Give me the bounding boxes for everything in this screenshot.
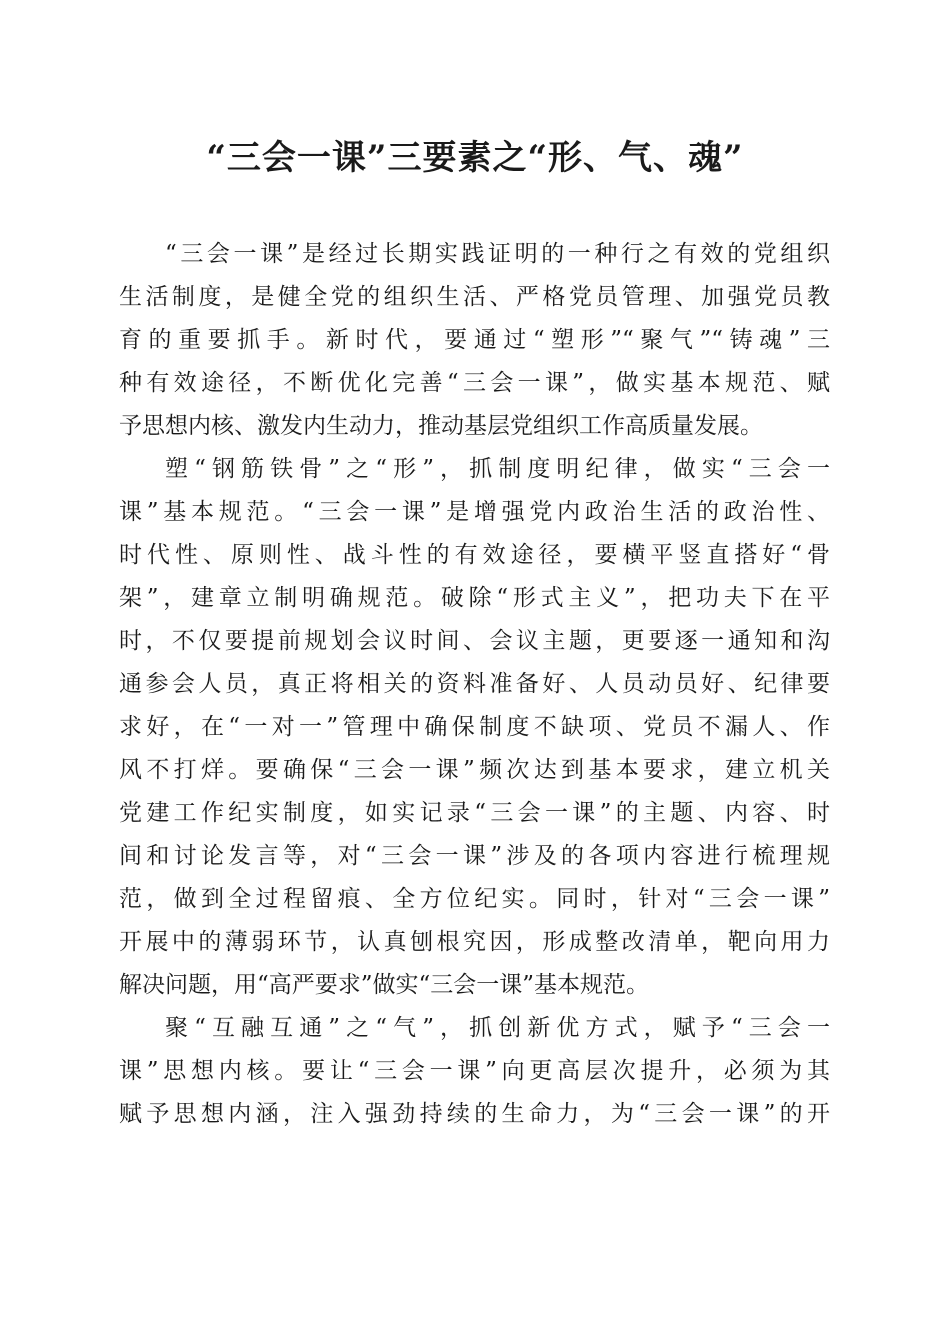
paragraph-line: 塑“钢筋铁骨”之“形”，抓制度明纪律，做实“三会一 <box>165 456 830 482</box>
paragraph-line: 间和讨论发言等，对“三会一课”涉及的各项内容进行梳理规 <box>119 843 830 869</box>
paragraph-line: 时，不仅要提前规划会议时间、会议主题，更要逐一通知和沟 <box>119 628 830 654</box>
paragraph-line: 通参会人员，真正将相关的资料准备好、人员动员好、纪律要 <box>119 671 830 697</box>
paragraph-line: 架”，建章立制明确规范。破除“形式主义”，把功夫下在平 <box>119 585 830 611</box>
paragraph-line: 种有效途径，不断优化完善“三会一课”，做实基本规范、赋 <box>119 370 830 396</box>
paragraph-line: 风不打烊。要确保“三会一课”频次达到基本要求，建立机关 <box>119 757 830 783</box>
paragraph-line: 课”基本规范。“三会一课”是增强党内政治生活的政治性、 <box>119 499 830 525</box>
paragraph-line: 时代性、原则性、战斗性的有效途径，要横平竖直搭好“骨 <box>119 542 830 568</box>
paragraph-line: 求好，在“一对一”管理中确保制度不缺项、党员不漏人、作 <box>119 714 830 740</box>
paragraph-line: 开展中的薄弱环节，认真刨根究因，形成整改清单，靶向用力 <box>119 929 830 955</box>
paragraph-line: 赋予思想内涵，注入强劲持续的生命力，为“三会一课”的开 <box>119 1101 830 1127</box>
paragraph-line: 课”思想内核。要让“三会一课”向更高层次提升，必须为其 <box>119 1058 830 1084</box>
paragraph-line: 解决问题，用“高严要求”做实“三会一课”基本规范。 <box>119 972 650 998</box>
paragraph-line: 党建工作纪实制度，如实记录“三会一课”的主题、内容、时 <box>119 800 830 826</box>
paragraph-line: 聚“互融互通”之“气”，抓创新优方式，赋予“三会一 <box>165 1015 830 1041</box>
paragraph-line: 育的重要抓手。新时代，要通过“塑形”“聚气”“铸魂”三 <box>119 327 830 353</box>
document-title: “三会一课”三要素之“形、气、魂” <box>206 138 744 178</box>
paragraph-line: 范，做到全过程留痕、全方位纪实。同时，针对“三会一课” <box>119 886 830 912</box>
paragraph-line: 予思想内核、激发内生动力，推动基层党组织工作高质量发展。 <box>119 413 763 439</box>
paragraph-line: 生活制度，是健全党的组织生活、严格党员管理、加强党员教 <box>119 284 830 310</box>
paragraph-line: “三会一课”是经过长期实践证明的一种行之有效的党组织 <box>165 241 830 267</box>
